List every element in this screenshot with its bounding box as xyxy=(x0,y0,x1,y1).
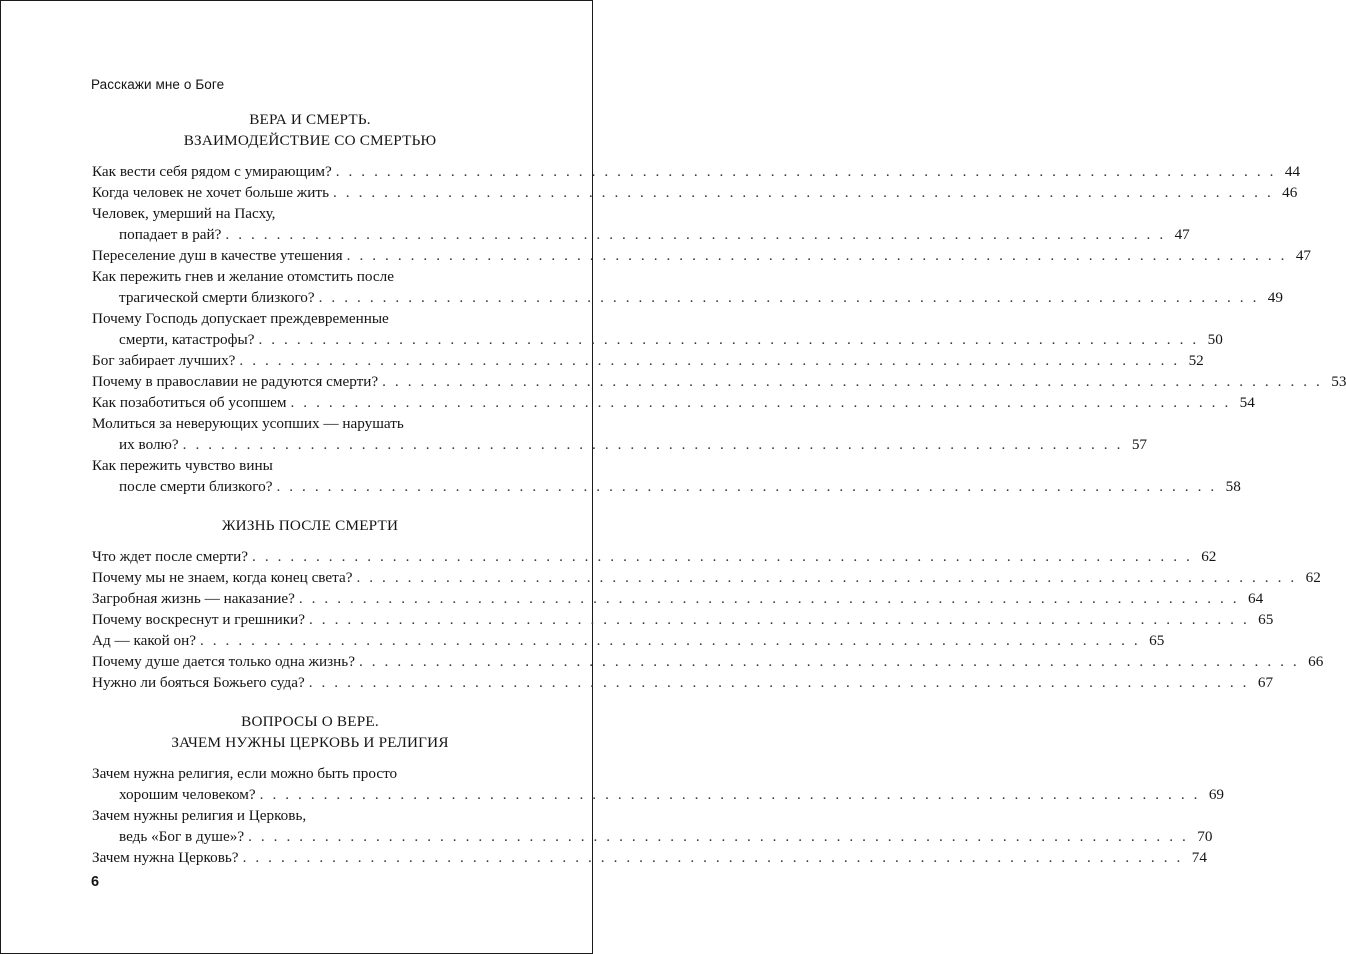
entry-title: Зачем нужны религия и Церковь, xyxy=(92,807,307,824)
toc-entry-line xyxy=(92,182,1298,203)
toc-entry[interactable] xyxy=(92,371,1346,392)
toc-entry-line xyxy=(92,588,1264,609)
entry-title: Загробная жизнь — наказание? xyxy=(92,590,295,607)
toc-entry[interactable] xyxy=(92,805,1213,847)
entry-title: Почему мы не знаем, когда конец света? xyxy=(92,569,353,586)
toc-section xyxy=(92,515,1324,693)
section-title-line: ВОПРОСЫ О ВЕРЕ. xyxy=(241,713,379,730)
toc-entry[interactable] xyxy=(92,392,1255,413)
toc-entry-line xyxy=(92,392,1255,413)
entry-title: Бог забирает лучших? xyxy=(92,352,236,369)
toc-section xyxy=(92,711,1225,868)
table-of-contents xyxy=(92,109,1346,868)
entry-title: Когда человек не хочет больше жить xyxy=(92,184,329,201)
entry-title: смерти, катастрофы? xyxy=(119,331,255,348)
dot-leader: . . . . . . . . . . . . . . . . . . . . . . . . . . . . . . . . . . . . . . . . . . . . . . . . . . . . . . . . . . . . . . . . . . . . . . . . . . xyxy=(356,569,1297,586)
entry-title: их волю? xyxy=(119,436,179,453)
section-title-line: ВЗАИМОДЕЙСТВИЕ СО СМЕРТЬЮ xyxy=(183,132,437,149)
toc-entry-line xyxy=(92,434,1147,455)
toc-entry-line xyxy=(92,672,1274,693)
dot-leader: . . . . . . . . . . . . . . . . . . . . . . . . . . . . . . . . . . . . . . . . . . . . . . . . . . . . . . . . . . . . . . . . . . . . . . . . . . xyxy=(199,632,1141,649)
toc-entry[interactable] xyxy=(92,161,1301,182)
entry-page-number: 65 xyxy=(1258,611,1274,628)
toc-entry-line xyxy=(92,287,1283,308)
entry-title: попадает в рай? xyxy=(119,226,222,243)
toc-entry[interactable] xyxy=(92,546,1217,567)
toc-entry-line xyxy=(92,805,528,826)
dot-leader: . . . . . . . . . . . . . . . . . . . . . . . . . . . . . . . . . . . . . . . . . . . . . . . . . . . . . . . . . . . . . . . . . . . . . . . . . . xyxy=(308,674,1250,691)
entry-page-number: 52 xyxy=(1188,352,1204,369)
entry-title: Как пережить чувство вины xyxy=(92,457,273,474)
toc-entry-line xyxy=(92,476,1241,497)
toc-entry-line xyxy=(92,371,1346,392)
entry-title: Зачем нужна Церковь? xyxy=(92,849,239,866)
toc-entry[interactable] xyxy=(92,350,1204,371)
entry-title: Почему воскреснут и грешники? xyxy=(92,611,306,628)
toc-entry-line xyxy=(92,329,1223,350)
entry-page-number: 54 xyxy=(1239,394,1255,411)
toc-entry-line xyxy=(92,609,1274,630)
toc-entry[interactable] xyxy=(92,413,1147,455)
toc-entry-line xyxy=(92,651,1324,672)
toc-entry-line xyxy=(92,224,1190,245)
dot-leader: . . . . . . . . . . . . . . . . . . . . . . . . . . . . . . . . . . . . . . . . . . . . . . . . . . . . . . . . . . . . . . . . . . . . . . . . . . xyxy=(382,373,1323,390)
entry-title: ведь «Бог в душе»? xyxy=(119,828,245,845)
entry-page-number: 53 xyxy=(1331,373,1346,390)
entry-title: после смерти близкого? xyxy=(119,478,273,495)
toc-entry-line xyxy=(92,546,1217,567)
dot-leader: . . . . . . . . . . . . . . . . . . . . . . . . . . . . . . . . . . . . . . . . . . . . . . . . . . . . . . . . . . . . . . . . . . . . . . . . . . xyxy=(346,247,1288,264)
entry-title: хорошим человеком? xyxy=(119,786,256,803)
toc-entry[interactable] xyxy=(92,308,1223,350)
entry-page-number: 66 xyxy=(1308,653,1324,670)
dot-leader: . . . . . . . . . . . . . . . . . . . . . . . . . . . . . . . . . . . . . . . . . . . . . . . . . . . . . . . . . . . . . . . . . . . . . . . . . . xyxy=(358,653,1300,670)
section-title-line: ВЕРА И СМЕРТЬ. xyxy=(249,111,371,128)
entry-page-number: 65 xyxy=(1149,632,1165,649)
toc-entry-line xyxy=(92,413,528,434)
entry-page-number: 74 xyxy=(1191,849,1207,866)
entry-title: трагической смерти близкого? xyxy=(119,289,315,306)
entry-page-number: 70 xyxy=(1197,828,1213,845)
entry-page-number: 62 xyxy=(1201,548,1217,565)
dot-leader: . . . . . . . . . . . . . . . . . . . . . . . . . . . . . . . . . . . . . . . . . . . . . . . . . . . . . . . . . . . . . . . . . . . . . . . . . . xyxy=(258,331,1199,348)
toc-entry[interactable] xyxy=(92,245,1312,266)
dot-leader: . . . . . . . . . . . . . . . . . . . . . . . . . . . . . . . . . . . . . . . . . . . . . . . . . . . . . . . . . . . . . . . . . . . . . . . . . . xyxy=(333,184,1274,201)
entry-title: Переселение душ в качестве утешения xyxy=(92,247,343,264)
dot-leader: . . . . . . . . . . . . . . . . . . . . . . . . . . . . . . . . . . . . . . . . . . . . . . . . . . . . . . . . . . . . . . . . . . . . . . . . . . xyxy=(242,849,1183,866)
toc-entry[interactable] xyxy=(92,455,1241,497)
entry-title: Молиться за неверующих усопших — нарушать xyxy=(92,415,404,432)
entry-page-number: 58 xyxy=(1225,478,1241,495)
entry-title: Зачем нужна религия, если можно быть просто xyxy=(92,765,398,782)
toc-entry[interactable] xyxy=(92,266,1283,308)
dot-leader: . . . . . . . . . . . . . . . . . . . . . . . . . . . . . . . . . . . . . . . . . . . . . . . . . . . . . . . . . . . . . . . . . . . . . . . . . . xyxy=(276,478,1217,495)
dot-leader: . . . . . . . . . . . . . . . . . . . . . . . . . . . . . . . . . . . . . . . . . . . . . . . . . . . . . . . . . . . . . . . . . . . . . . . . . . xyxy=(318,289,1259,306)
toc-entry[interactable] xyxy=(92,672,1274,693)
entry-page-number: 49 xyxy=(1267,289,1283,306)
toc-entry[interactable] xyxy=(92,763,1225,805)
toc-entry-line xyxy=(92,245,1312,266)
entry-title: Как пережить гнев и желание отомстить после xyxy=(92,268,394,285)
toc-entry-line xyxy=(92,266,528,287)
toc-entry[interactable] xyxy=(92,203,1190,245)
entry-page-number: 67 xyxy=(1257,674,1274,691)
dot-leader: . . . . . . . . . . . . . . . . . . . . . . . . . . . . . . . . . . . . . . . . . . . . . . . . . . . . . . . . . . . . . . . . . . . . . . . . . . xyxy=(335,163,1277,180)
entry-page-number: 47 xyxy=(1174,226,1190,243)
toc-entry[interactable] xyxy=(92,567,1321,588)
section-title xyxy=(92,515,528,536)
entry-page-number: 46 xyxy=(1282,184,1298,201)
section-title-line: ЖИЗНЬ ПОСЛЕ СМЕРТИ xyxy=(221,517,399,534)
section-title-line: ЗАЧЕМ НУЖНЫ ЦЕРКОВЬ И РЕЛИГИЯ xyxy=(171,734,449,751)
entry-title: Почему в православии не радуются смерти? xyxy=(92,373,379,390)
toc-entry[interactable] xyxy=(92,847,1207,868)
dot-leader: . . . . . . . . . . . . . . . . . . . . . . . . . . . . . . . . . . . . . . . . . . . . . . . . . . . . . . . . . . . . . . . . . . . . . . . . . . xyxy=(252,548,1193,565)
entry-page-number: 64 xyxy=(1248,590,1264,607)
entry-title: Почему Господь допускает преждевременные xyxy=(92,310,389,327)
toc-entry-line xyxy=(92,630,1165,651)
entry-title: Человек, умерший на Пасху, xyxy=(92,205,276,222)
dot-leader: . . . . . . . . . . . . . . . . . . . . . . . . . . . . . . . . . . . . . . . . . . . . . . . . . . . . . . . . . . . . . . . . . . . . . . . . . . xyxy=(248,828,1189,845)
toc-entry-line xyxy=(92,161,1301,182)
entry-page-number: 69 xyxy=(1208,786,1225,803)
page-number: 6 xyxy=(91,874,100,890)
entry-title: Как позаботиться об усопшем xyxy=(92,394,287,411)
toc-entry[interactable] xyxy=(92,630,1165,651)
toc-entry-line xyxy=(92,826,1213,847)
toc-entry-line xyxy=(92,784,1225,805)
dot-leader: . . . . . . . . . . . . . . . . . . . . . . . . . . . . . . . . . . . . . . . . . . . . . . . . . . . . . . . . . . . . . . . . . . . . . . . . . . xyxy=(290,394,1231,411)
running-head: Расскажи мне о Боге xyxy=(91,77,225,92)
entry-title: Нужно ли бояться Божьего суда? xyxy=(92,674,305,691)
entry-page-number: 57 xyxy=(1131,436,1147,453)
entry-page-number: 50 xyxy=(1207,331,1223,348)
dot-leader: . . . . . . . . . . . . . . . . . . . . . . . . . . . . . . . . . . . . . . . . . . . . . . . . . . . . . . . . . . . . . . . . . . . . . . . . . . xyxy=(182,436,1123,453)
dot-leader: . . . . . . . . . . . . . . . . . . . . . . . . . . . . . . . . . . . . . . . . . . . . . . . . . . . . . . . . . . . . . . . . . . . . . . . . . . xyxy=(298,590,1240,607)
toc-entry-line xyxy=(92,308,528,329)
entry-page-number: 47 xyxy=(1295,247,1312,264)
dot-leader: . . . . . . . . . . . . . . . . . . . . . . . . . . . . . . . . . . . . . . . . . . . . . . . . . . . . . . . . . . . . . . . . . . . . . . . . . . xyxy=(239,352,1180,369)
toc-entry-line xyxy=(92,203,528,224)
toc-entry-line xyxy=(92,763,528,784)
entry-title: Как вести себя рядом с умирающим? xyxy=(92,163,332,180)
dot-leader: . . . . . . . . . . . . . . . . . . . . . . . . . . . . . . . . . . . . . . . . . . . . . . . . . . . . . . . . . . . . . . . . . . . . . . . . . . xyxy=(259,786,1201,803)
toc-entry-line xyxy=(92,350,1204,371)
entry-title: Почему душе дается только одна жизнь? xyxy=(92,653,355,670)
toc-entry-line xyxy=(92,847,1207,868)
entry-title: Ад — какой он? xyxy=(92,632,196,649)
entry-page-number: 44 xyxy=(1284,163,1301,180)
section-title xyxy=(92,711,528,753)
toc-entry[interactable] xyxy=(92,609,1274,630)
toc-section xyxy=(92,109,1346,497)
toc-entry[interactable] xyxy=(92,182,1298,203)
toc-entry-line xyxy=(92,455,528,476)
entry-title: Что ждет после смерти? xyxy=(92,548,249,565)
section-title xyxy=(92,109,528,151)
toc-entry[interactable] xyxy=(92,651,1324,672)
dot-leader: . . . . . . . . . . . . . . . . . . . . . . . . . . . . . . . . . . . . . . . . . . . . . . . . . . . . . . . . . . . . . . . . . . . . . . . . . . xyxy=(225,226,1166,243)
toc-entry[interactable] xyxy=(92,588,1264,609)
dot-leader: . . . . . . . . . . . . . . . . . . . . . . . . . . . . . . . . . . . . . . . . . . . . . . . . . . . . . . . . . . . . . . . . . . . . . . . . . . xyxy=(309,611,1250,628)
toc-entry-line xyxy=(92,567,1321,588)
entry-page-number: 62 xyxy=(1305,569,1321,586)
